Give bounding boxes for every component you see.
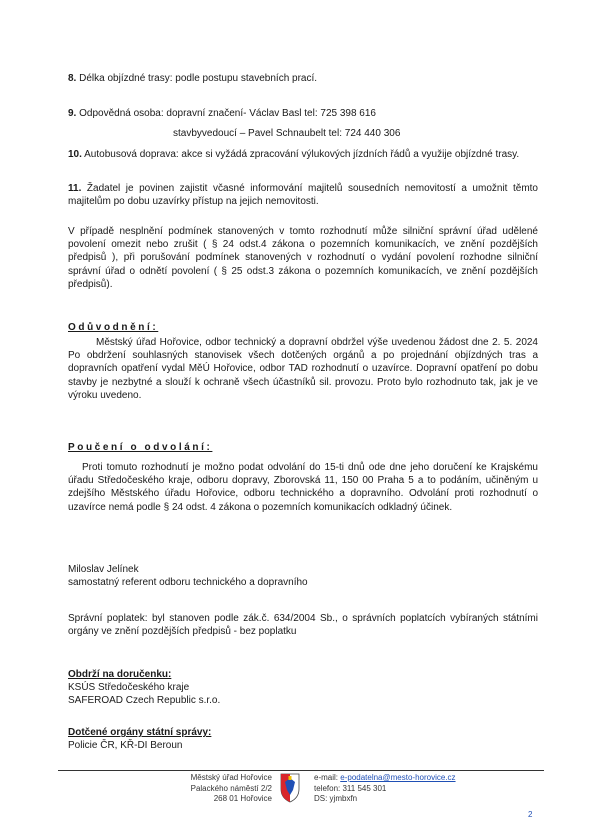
footer-office: Městský úřad Hořovice: [190, 773, 272, 782]
item-10: [68, 148, 538, 161]
appeal-heading: [68, 441, 538, 454]
page-number: 2: [528, 810, 533, 819]
item-9-number: 9.: [68, 108, 77, 119]
item-9-responsible: Odpovědná osoba: dopravní značení- Václav Basl tel: 725 398 616: [79, 108, 376, 119]
recipient-item: SAFEROAD Czech Republic s.r.o.: [68, 695, 221, 707]
justification-heading-text: Odůvodnění:: [68, 322, 159, 333]
item-10-number: 10.: [68, 149, 82, 160]
footer-city: 268 01 Hořovice: [213, 794, 272, 803]
footer-email-label: e-mail:: [314, 773, 339, 782]
justification-text: Městský úřad Hořovice, odbor technický a dopravní obdržel výše uvedenou žádost dne 2. 5. 2024 Po obdržení souhlasných stanovisek všech dotčených orgánů a po projednání objízdných tras a dopravních opatření vydal MěÚ Hořovice, odbor TAD rozhodnutí o uzavírce. Dopravní opatření po dobu stavby je nezbytné a slouží k ochraně všech účastníků sil. provozu. Proto bylo rozhodnuto tak, jak je ve výroku uvedeno.: [68, 337, 538, 401]
recipient-item: KSÚS Středočeského kraje: [68, 682, 190, 694]
footer-contacts: [314, 773, 514, 805]
item-10-text: Autobusová doprava: akce si vyžádá zpracování výlukových jízdních řádů a využije objízdné trasy.: [84, 149, 520, 160]
footer-street: Palackého náměstí 2/2: [190, 783, 272, 793]
signature-role: samostatný referent odboru technického a dopravního: [68, 577, 308, 589]
item-9: [68, 107, 538, 140]
recipients: [68, 668, 538, 708]
footer-email-link[interactable]: e-podatelna@mesto-horovice.cz: [340, 773, 456, 782]
appeal-heading-text: Poučení o odvolání:: [68, 442, 213, 453]
item-8-text: Délka objízdné trasy: podle postupu stavebních prací.: [79, 73, 318, 84]
item-8: [68, 72, 538, 85]
footer-divider: [58, 770, 544, 771]
town-crest-icon: [280, 773, 300, 803]
recipients-heading: Obdrží na doručenku:: [68, 669, 172, 680]
footer-data-box: DS: yjmbxfn: [314, 794, 358, 803]
footer-address: [150, 773, 272, 805]
signature: [68, 563, 538, 589]
item-11: [68, 182, 538, 208]
authority-item: Policie ČR, KŘ-DI Beroun: [68, 740, 183, 752]
appeal-text: Proti tomuto rozhodnutí je možno podat odvolání do 15-ti dnů ode dne jeho doručení ke Krajskému úřadu Středočeského kraje, odboru dopravy, Zborovská 11, 150 00 Praha 5 a to podáním, učiněným u zdejšího Městského úřadu Hořovice, odboru technického a dopravního. Odvolání proti rozhodnutí o uzavírce nemá podle § 24 odst. 4 zákona o pozemních komunikacích odkladný účinek.: [68, 462, 538, 513]
revocation-paragraph: V případě nesplnění podmínek stanovených v tomto rozhodnutí může silniční správní úřad udělené povolení omezit nebo zrušit ( § 24 odst.4 zákona o pozemních komunikacích, ve znění pozdějších předpisů ), při porušování podmínek stanovených v rozhodnutí o vydání povolení rozhodne silniční správní úřad o odnětí povolení ( § 25 odst.3 zákona o pozemních komunikacích, ve znění pozdějších předpisů).: [68, 226, 538, 290]
item-9-line-1: [68, 107, 538, 120]
item-8-number: 8.: [68, 73, 77, 84]
footer-phone: telefon: 311 545 301: [314, 783, 387, 793]
item-11-number: 11.: [68, 183, 82, 194]
authorities-heading: Dotčené orgány státní správy:: [68, 727, 212, 738]
signature-name: Miloslav Jelínek: [68, 564, 139, 575]
item-11-text: Žadatel je povinen zajistit včasné informování majitelů sousedních nemovitostí a umožnit těmto majitelům po dobu uzavírky přístup na jejich nemovitosti.: [68, 183, 538, 208]
fee-paragraph: Správní poplatek: byl stanoven podle zák.č. 634/2004 Sb., o správních poplatcích vybíraných státními orgány ve znění pozdějších předpisů - bez poplatku: [68, 613, 538, 638]
authorities: [68, 726, 538, 752]
item-9-line-2: stavbyvedoucí – Pavel Schnaubelt tel: 724 440 306: [173, 128, 401, 140]
footer-email-row: [314, 773, 514, 784]
justification-heading: [68, 321, 538, 334]
